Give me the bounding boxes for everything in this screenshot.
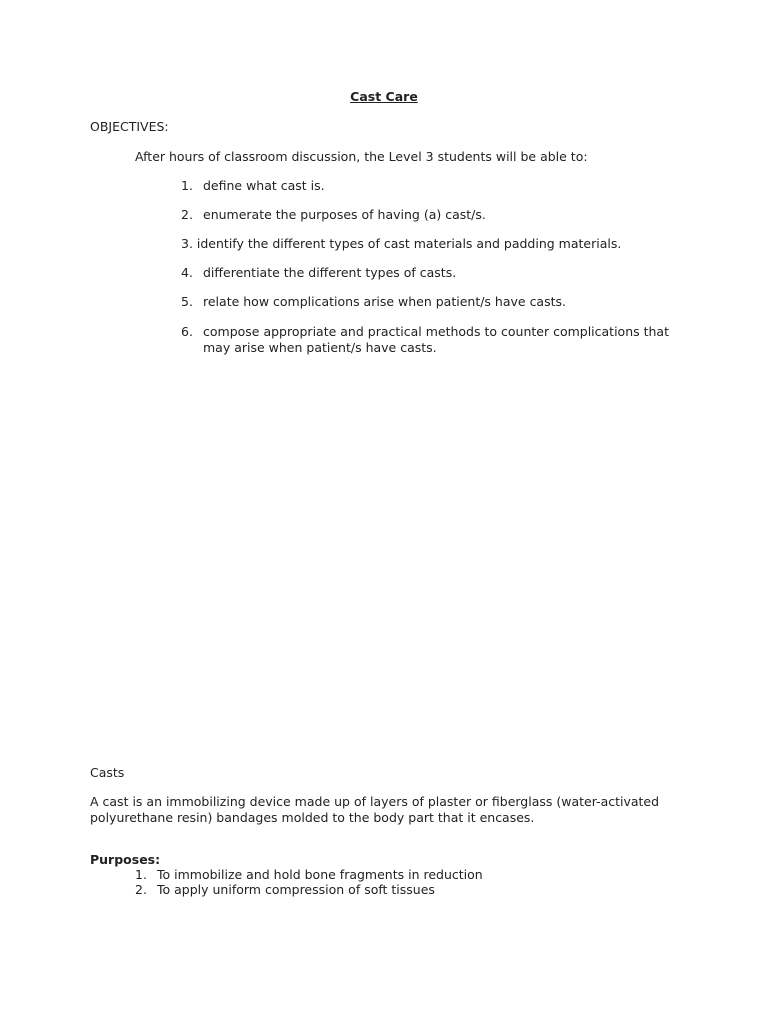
purpose-text: To apply uniform compression of soft tissues [157,882,435,897]
document-title: Cast Care [350,89,418,104]
objective-text: define what cast is. [203,178,325,193]
purpose-text: To immobilize and hold bone fragments in reduction [157,867,483,882]
casts-definition: A cast is an immobilizing device made up of layers of plaster or fiberglass (water-activated polyurethane resin) bandages molded to the body part that it encases. [90,794,660,825]
objective-text: relate how complications arise when patient/s have casts. [203,294,566,309]
objective-text: enumerate the purposes of having (a) cast/s. [203,207,486,222]
objective-text: compose appropriate and practical methods to counter complications that may arise when patient/s have casts. [203,324,669,355]
casts-heading: Casts [90,765,125,780]
purpose-number: 1. [135,867,147,882]
purposes-heading: Purposes: [90,852,161,867]
objective-text: differentiate the different types of casts. [203,265,457,280]
objective-number: 6. [181,324,193,339]
objective-number: 2. [181,207,193,222]
purpose-number: 2. [135,882,147,897]
objective-text: 3. identify the different types of cast materials and padding materials. [181,236,622,251]
objectives-heading: OBJECTIVES: [90,119,169,134]
objective-number: 1. [181,178,193,193]
objective-number: 5. [181,294,193,309]
objective-number: 4. [181,265,193,280]
objectives-intro: After hours of classroom discussion, the Level 3 students will be able to: [135,149,588,164]
